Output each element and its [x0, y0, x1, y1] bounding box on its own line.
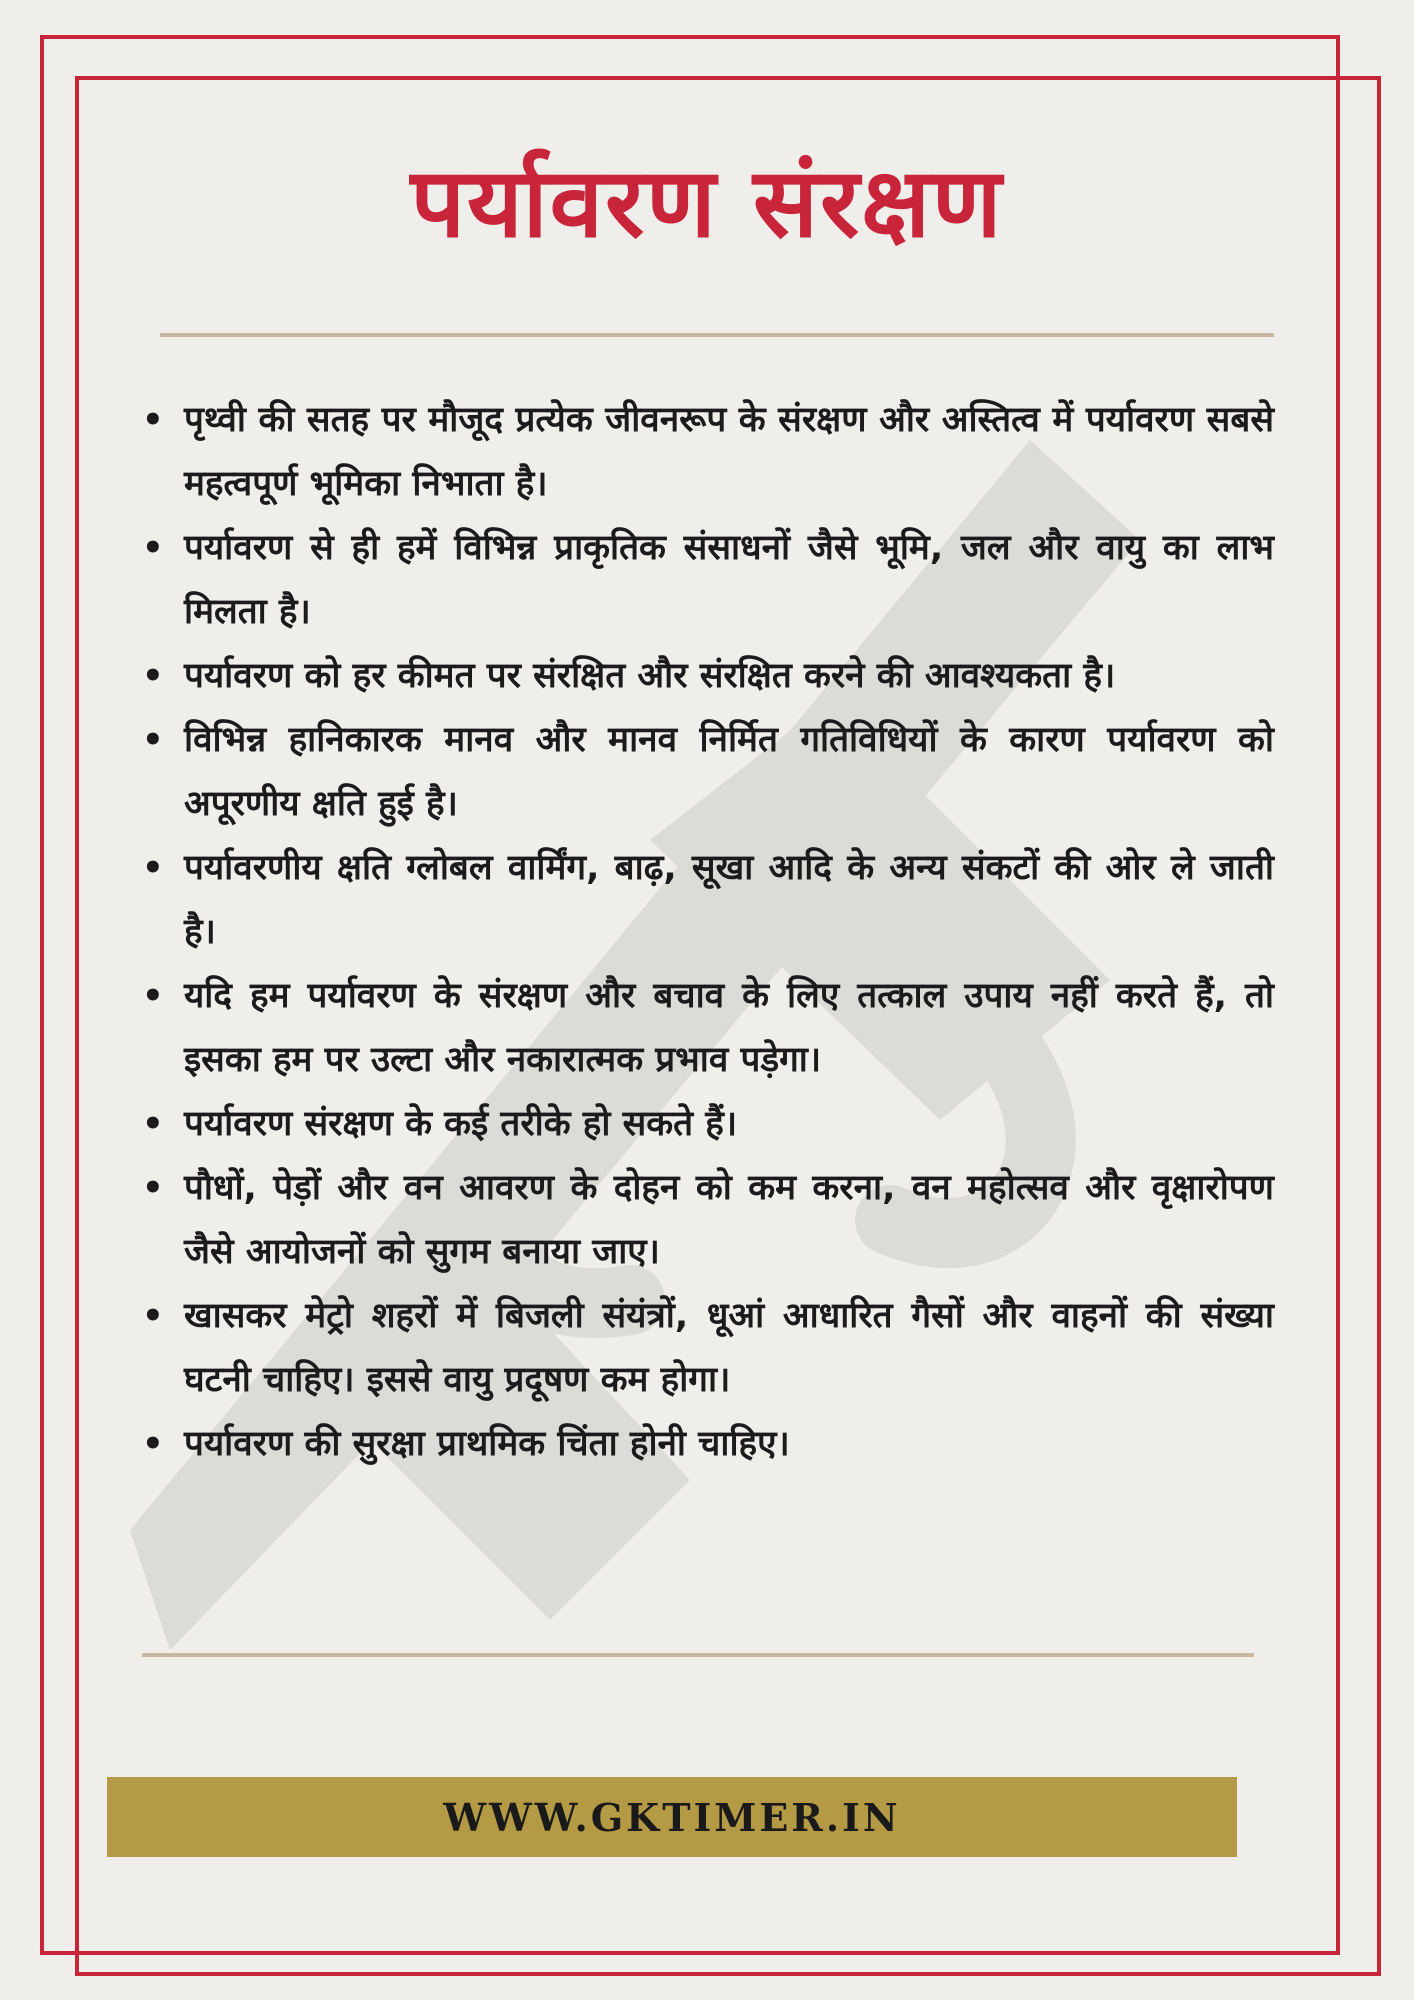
list-item: [140, 516, 1274, 644]
list-item-text: खासकर मेट्रो शहरों में बिजली संयंत्रों, धूआं आधारित गैसों और वाहनों की संख्या घटनी चाहिए। इससे वायु प्रदूषण कम होगा।: [184, 1296, 1274, 1400]
website-link[interactable]: WWW.GKTIMER.IN: [443, 1794, 901, 1840]
list-item: [140, 836, 1274, 964]
page-title: पर्यावरण संरक्षण: [410, 147, 1004, 259]
footer-banner: [107, 1777, 1237, 1857]
list-item: [140, 964, 1274, 1092]
list-item-text: पर्यावरण संरक्षण के कई तरीके हो सकते हैं।: [184, 1104, 738, 1144]
bullet-icon: •: [142, 720, 164, 760]
list-item-text: यदि हम पर्यावरण के संरक्षण और बचाव के लिए तत्काल उपाय नहीं करते हैं, तो इसका हम पर उल्टा और नकारात्मक प्रभाव पड़ेगा।: [184, 976, 1274, 1080]
list-item-text: विभिन्न हानिकारक मानव और मानव निर्मित गतिविधियों के कारण पर्यावरण को अपूरणीय क्षति हुई है।: [184, 720, 1274, 824]
bullet-icon: •: [142, 1104, 164, 1144]
bullet-icon: •: [142, 848, 164, 888]
list-item: [140, 388, 1274, 516]
bullet-icon: •: [142, 528, 164, 568]
bullet-icon: •: [142, 656, 164, 696]
list-item: [140, 1284, 1274, 1412]
list-item: [140, 1092, 1274, 1156]
bullet-icon: •: [142, 1168, 164, 1208]
bullet-icon: •: [142, 400, 164, 440]
list-item-text: पर्यावरण की सुरक्षा प्राथमिक चिंता होनी चाहिए।: [184, 1424, 790, 1464]
list-item-text: पर्यावरण से ही हमें विभिन्न प्राकृतिक संसाधनों जैसे भूमि, जल और वायु का लाभ मिलता है।: [184, 528, 1274, 632]
bottom-divider: [142, 1653, 1254, 1657]
list-item: [140, 1156, 1274, 1284]
bullet-icon: •: [142, 1296, 164, 1336]
bullet-icon: •: [142, 976, 164, 1016]
list-item-text: पौधों, पेड़ों और वन आवरण के दोहन को कम करना, वन महोत्सव और वृक्षारोपण जैसे आयोजनों को सुगम बनाया जाए।: [184, 1168, 1274, 1272]
list-item-text: पर्यावरणीय क्षति ग्लोबल वार्मिंग, बाढ़, सूखा आदि के अन्य संकटों की ओर ले जाती है।: [184, 848, 1274, 952]
list-item: [140, 708, 1274, 836]
list-item: [140, 1412, 1274, 1476]
top-divider: [160, 333, 1274, 337]
bullet-icon: •: [142, 1424, 164, 1464]
list-item-text: पर्यावरण को हर कीमत पर संरक्षित और संरक्षित करने की आवश्यकता है।: [184, 656, 1116, 696]
list-item-text: पृथ्वी की सतह पर मौजूद प्रत्येक जीवनरूप के संरक्षण और अस्तित्व में पर्यावरण सबसे महत्वपूर्ण भूमिका निभाता है।: [184, 400, 1274, 504]
bullet-list: [140, 388, 1274, 1476]
list-item: [140, 644, 1274, 708]
